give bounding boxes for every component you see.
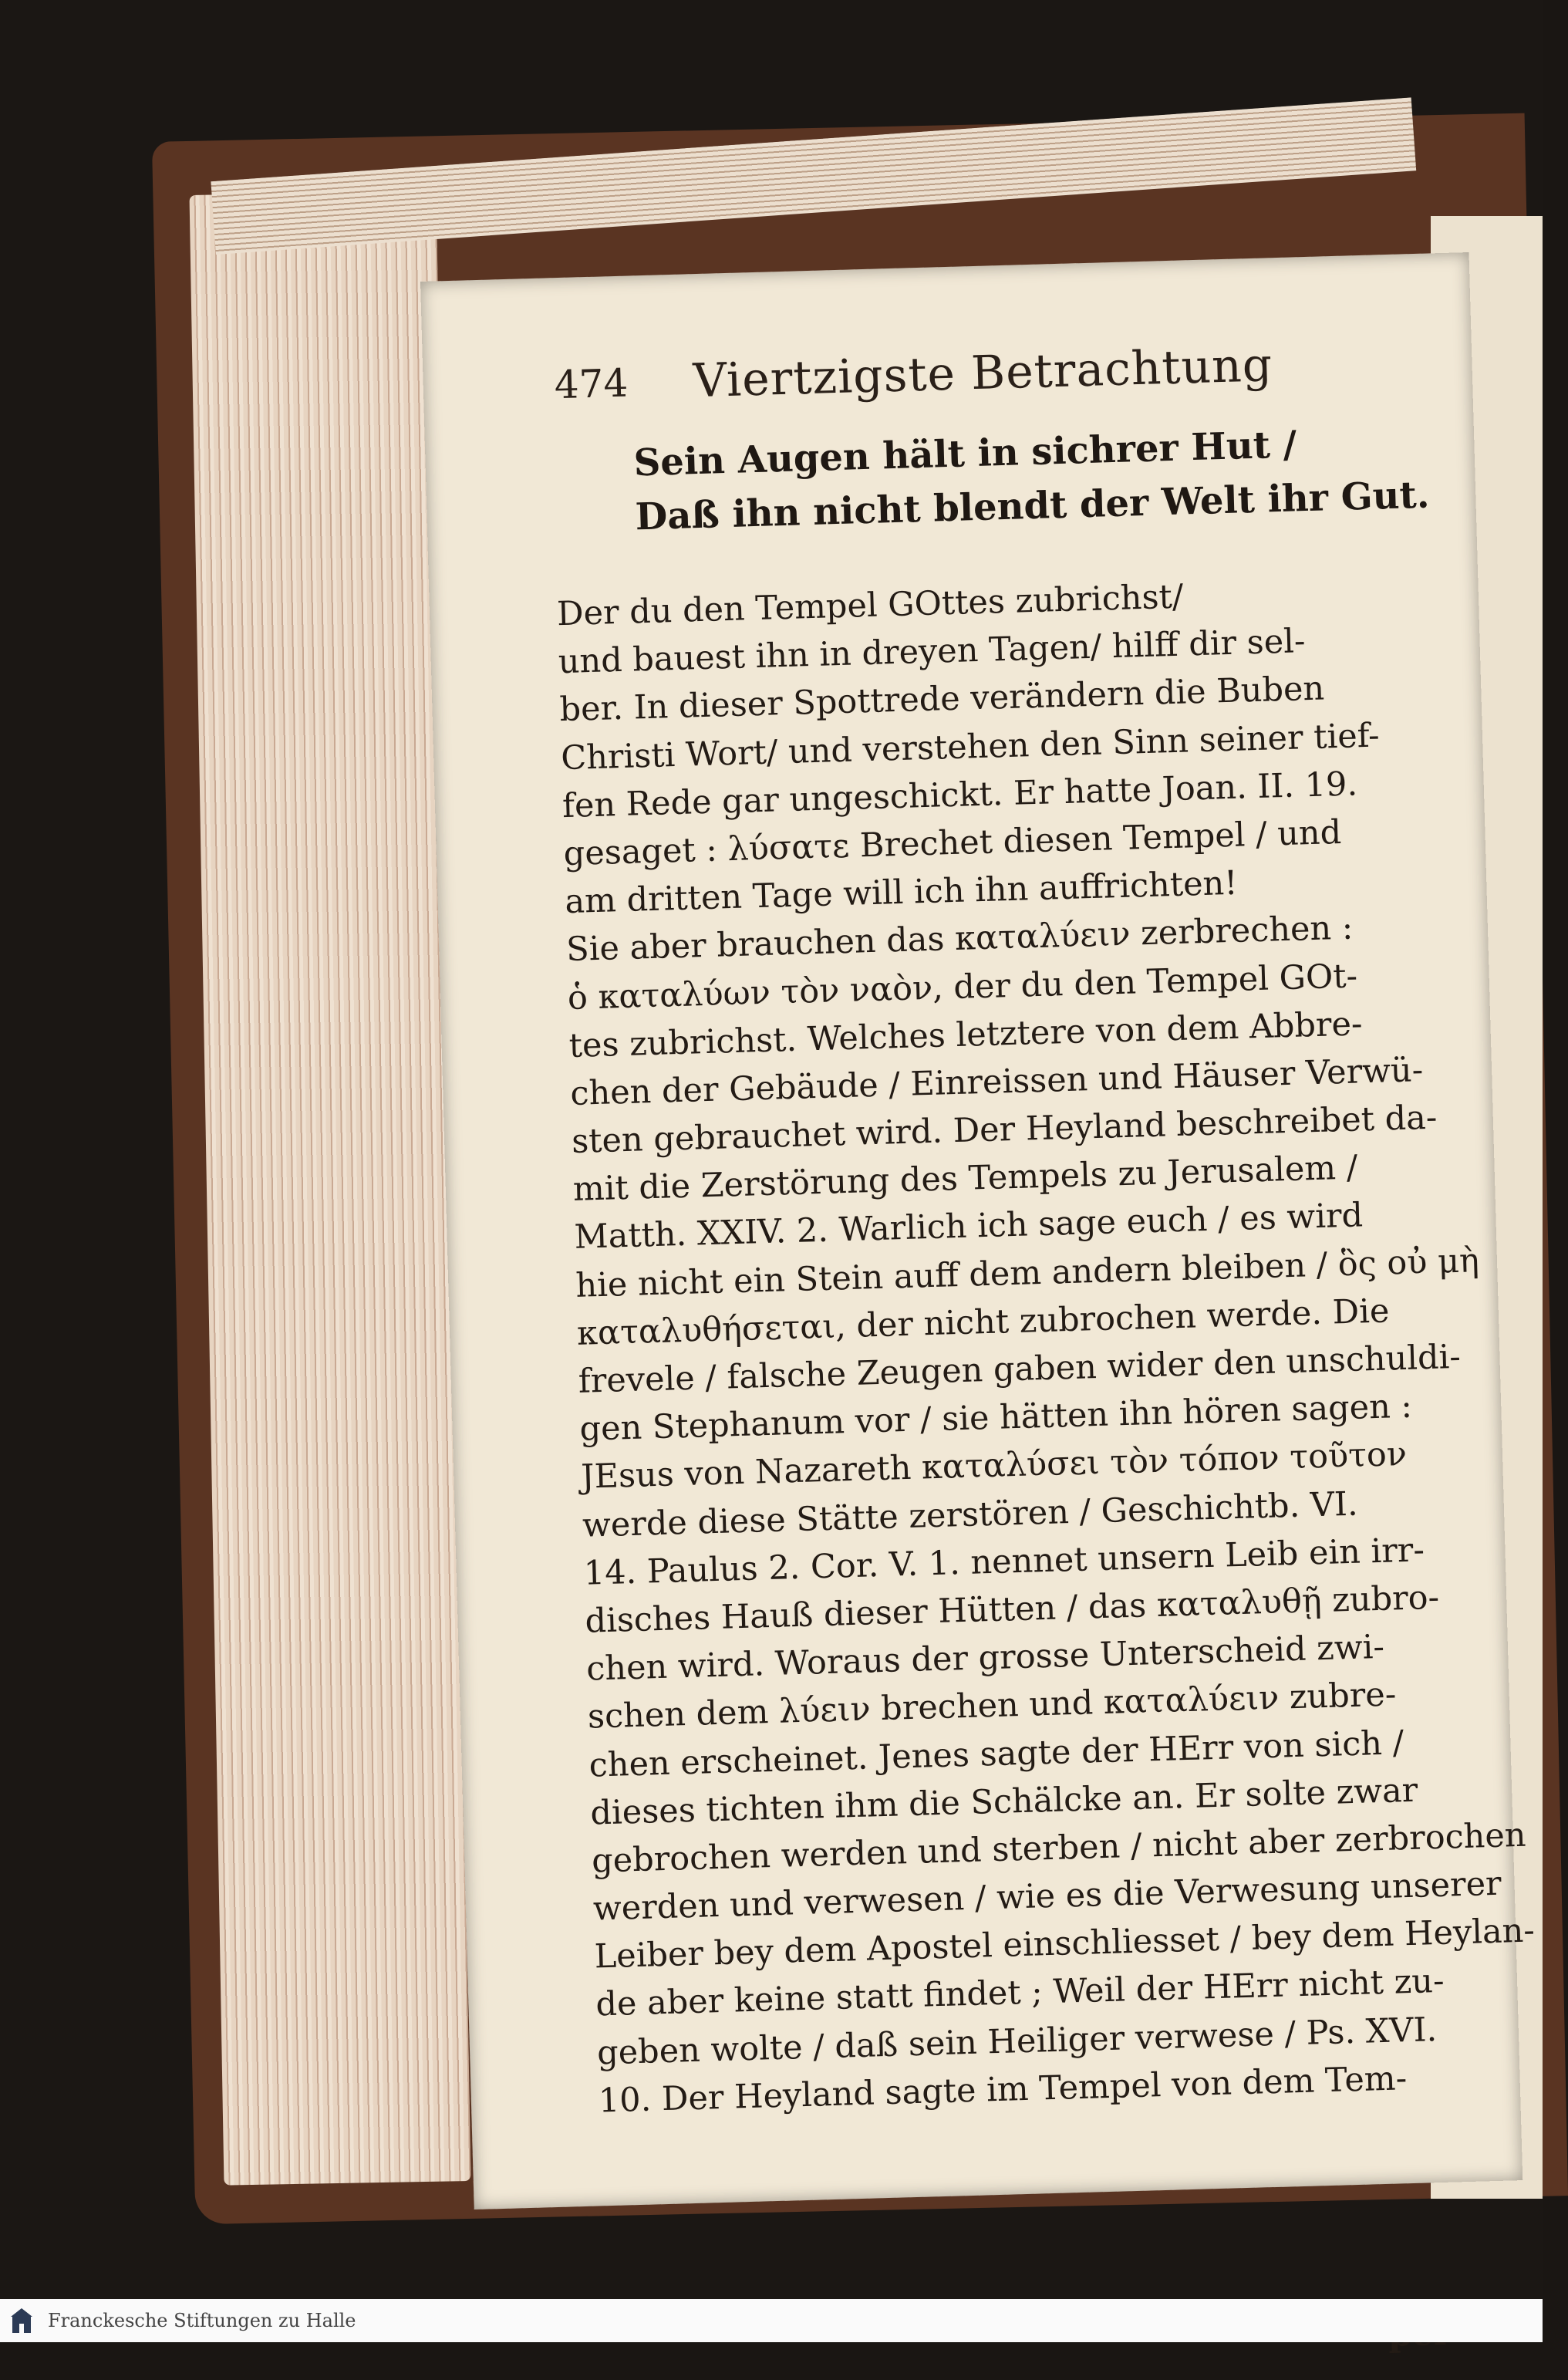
- text-line: disches Hauß dieser Hütten / das καταλυθῇ zubro-: [584, 1578, 1440, 1641]
- institution-logo-icon: [9, 2307, 34, 2334]
- text-line: gesaget : λύσατε Brechet diesen Tempel / und: [563, 812, 1342, 874]
- text-line: dieses tichten ihm die Schälcke an. Er solte zwar: [589, 1771, 1418, 1833]
- text-line: chen der Gebäude / Einreissen und Häuser Verwü-: [569, 1050, 1424, 1113]
- text-line: ὁ καταλύων τὸν ναὸν, der du den Tempel GOt-: [567, 956, 1358, 1018]
- text-line: gen Stephanum vor / sie hätten ihn hören sagen :: [578, 1386, 1413, 1449]
- verse-line: Sein Augen hält in sichrer Hut /: [632, 423, 1297, 485]
- text-line: fen Rede gar ungeschickt. Er hatte Joan. II. 19.: [561, 765, 1358, 825]
- text-line: 10. Der Heyland sagte im Tempel von dem Tem-: [598, 2059, 1408, 2121]
- footer-bar: [0, 2299, 1543, 2342]
- body-text: [556, 567, 1536, 2125]
- text-line: werden und verwesen / wie es die Verwesung unserer: [592, 1864, 1502, 1929]
- text-line: und bauest ihn in dreyen Tagen/ hilff dir sel-: [558, 622, 1307, 682]
- text-line: am dritten Tage will ich ihn auffrichten!: [564, 863, 1239, 922]
- text-line: Sie aber brauchen das καταλύειν zerbrechen :: [565, 908, 1354, 970]
- text-line: mit die Zerstörung des Tempels zu Jerusalem /: [572, 1148, 1358, 1210]
- text-line: καταλυθήσεται, der nicht zubrochen werde. Die: [576, 1291, 1390, 1353]
- verse-line: Daß ihn nicht blendt der Welt ihr Gut.: [634, 473, 1431, 539]
- text-line: ber. In dieser Spottrede verändern die Buben: [558, 669, 1325, 730]
- book-page: [420, 252, 1536, 2210]
- text-line: gebrochen werden und sterben / nicht aber zerbrochen: [591, 1815, 1527, 1881]
- text-line: chen wird. Woraus der grosse Unterscheid zwi-: [585, 1627, 1385, 1689]
- text-line: hie nicht ein Stein auff dem andern bleiben / ὃς οὐ μὴ: [575, 1241, 1480, 1305]
- text-line: chen erscheinet. Jenes sagte der HErr von sich /: [588, 1723, 1404, 1785]
- text-line: geben wolte / daß sein Heiliger verwese / Ps. XVI.: [596, 2010, 1438, 2073]
- text-line: werde diese Stätte zerstören / Geschichtb. VI.: [582, 1484, 1359, 1545]
- text-line: tes zubrichst. Welches letztere von dem Abbre-: [568, 1004, 1364, 1065]
- text-line: JEsus von Nazareth καταλύσει τὸν τόπον τοῦτον: [580, 1435, 1408, 1497]
- text-line: Der du den Tempel GOttes zubrichst/: [556, 577, 1184, 634]
- text-line: schen dem λύειν brechen und καταλύειν zubre-: [587, 1675, 1397, 1737]
- text-line: Leiber bey dem Apostel einschliesset / bey dem Heylan-: [594, 1911, 1536, 1977]
- text-line: de aber keine statt findet ; Weil der HErr nicht zu-: [595, 1962, 1445, 2024]
- text-line: frevele / falsche Zeugen gaben wider den unschuldi-: [578, 1337, 1462, 1401]
- text-line: 14. Paulus 2. Cor. V. 1. nennet unsern Leib ein irr-: [583, 1531, 1425, 1593]
- page-number: 474: [554, 360, 629, 408]
- page-header: [554, 338, 1342, 424]
- text-line: Matth. XXIV. 2. Warlich ich sage euch / es wird: [573, 1196, 1364, 1258]
- text-line: Christi Wort/ und verstehen den Sinn seiner tief-: [560, 716, 1381, 778]
- footer-credit: Franckesche Stiftungen zu Halle: [48, 2310, 356, 2331]
- text-line: sten gebrauchet wird. Der Heyland beschreibet da-: [571, 1098, 1438, 1162]
- running-head: Viertzigste Betrachtung: [692, 338, 1274, 409]
